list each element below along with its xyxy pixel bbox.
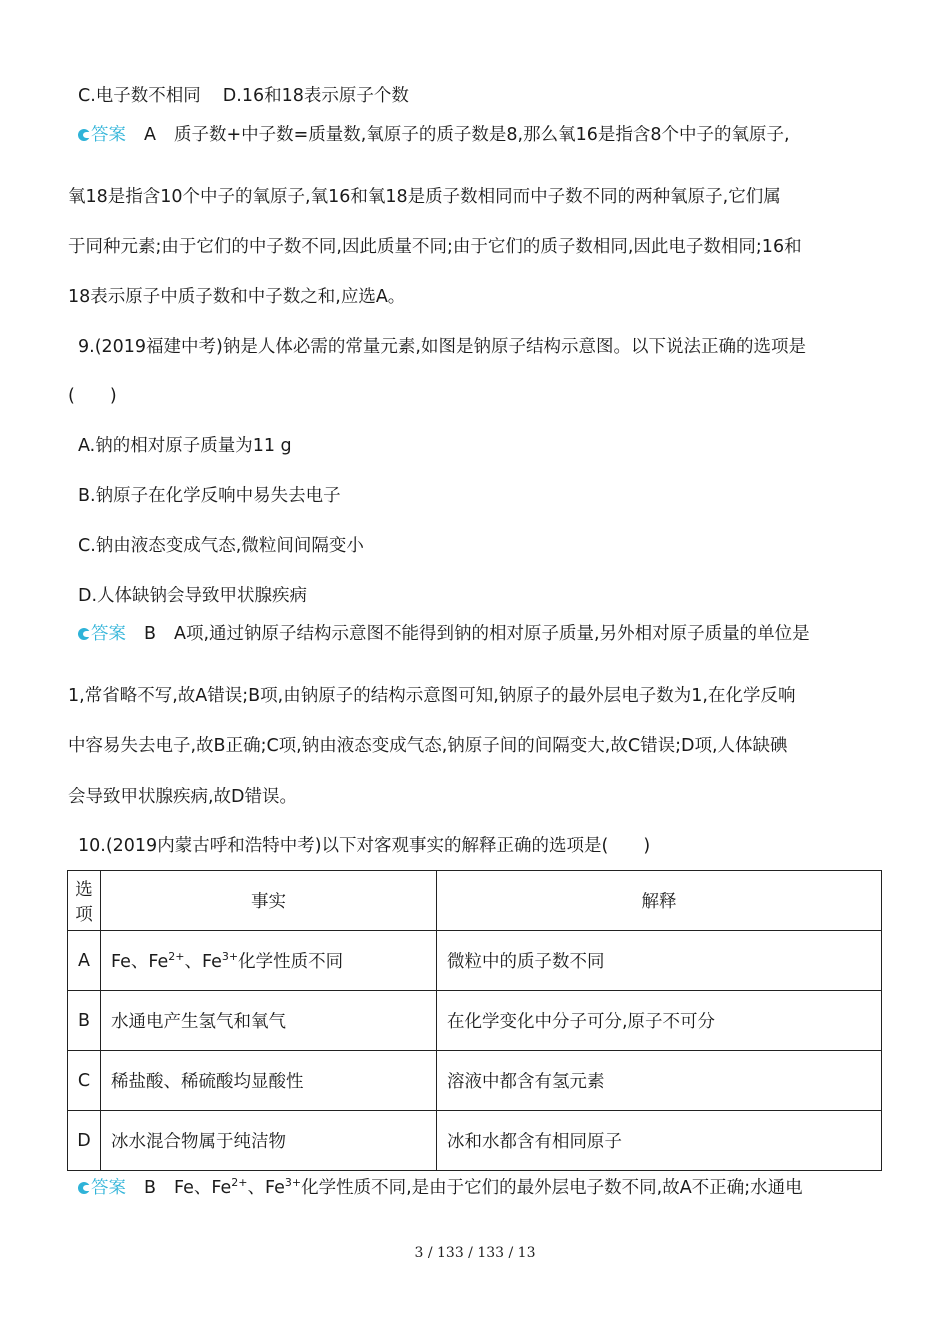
table-row [68, 1051, 882, 1111]
header-explain: 解释 [437, 871, 882, 931]
q10-answer-letter: B [144, 1178, 157, 1198]
row-option: C [68, 1051, 101, 1111]
q10-answer-text: 化学性质不同,是由于它们的最外层电子数不同,故A不正确;水通电 [301, 1178, 803, 1198]
answer-icon [78, 1182, 90, 1194]
q9-answer-line-3: 中容易失去电子,故B正确;C项,钠由液态变成气态,钠原子间的间隔变大,故C错误;D项,人体缺碘 [68, 736, 788, 756]
q8-options-line [78, 84, 409, 108]
q8-option-d: D.16和18表示原子个数 [222, 86, 409, 106]
q9-stem-line-1: 9.(2019福建中考)钠是人体必需的常量元素,如图是钠原子结构示意图。以下说法正确的选项是 [78, 337, 806, 357]
row-fact: 稀盐酸、稀硫酸均显酸性 [101, 1051, 437, 1111]
row-fact: 冰水混合物属于纯洁物 [101, 1111, 437, 1171]
q9-option-b: B.钠原子在化学反响中易失去电子 [78, 486, 341, 506]
q10-answer-text: Fe、Fe [174, 1178, 232, 1198]
answer-icon [78, 628, 90, 640]
q10-answer-text: 、Fe [247, 1178, 285, 1198]
q8-answer-text: 质子数+中子数=质量数,氧原子的质子数是8,那么氧16是指含8个中子的氧原子, [173, 125, 790, 145]
fact-superscript: 3+ [221, 950, 239, 964]
q8-answer-line-1 [78, 123, 790, 147]
table-row [68, 931, 882, 991]
row-option: A [68, 931, 101, 991]
answer-label: 答案 [91, 1178, 126, 1198]
q8-answer-line-4: 18表示原子中质子数和中子数之和,应选A。 [68, 287, 406, 307]
row-explain: 冰和水都含有相同原子 [437, 1111, 882, 1171]
answer-icon [78, 129, 90, 141]
q9-answer-line-2: 1,常省略不写,故A错误;B项,由钠原子的结构示意图可知,钠原子的最外层电子数为1,在化学反响 [68, 686, 796, 706]
table-row [68, 991, 882, 1051]
q9-option-d: D.人体缺钠会导致甲状腺疾病 [78, 586, 308, 606]
q9-option-c: C.钠由液态变成气态,微粒间间隔变小 [78, 536, 364, 556]
q9-answer-letter: B [144, 624, 157, 644]
q9-answer-line-4: 会导致甲状腺疾病,故D错误。 [68, 787, 298, 807]
q8-answer-line-3: 于同种元素;由于它们的中子数不同,因此质量不同;由于它们的质子数相同,因此电子数相同;16和 [68, 237, 802, 257]
row-fact: 水通电产生氢气和氧气 [101, 991, 437, 1051]
header-fact: 事实 [101, 871, 437, 931]
table-row [68, 1111, 882, 1171]
q9-answer-line-1 [78, 622, 810, 646]
row-explain: 微粒中的质子数不同 [437, 931, 882, 991]
q9-stem-line-2: ( ) [68, 386, 117, 406]
fact-superscript: 2+ [168, 950, 185, 964]
fact-text: Fe、Fe [111, 952, 169, 972]
row-option: B [68, 991, 101, 1051]
row-option: D [68, 1111, 101, 1171]
page-footer: 3 / 133 / 133 / 13 [414, 1245, 536, 1261]
q8-answer-line-2: 氧18是指含10个中子的氧原子,氧16和氧18是质子数相同而中子数不同的两种氧原子,它们属 [68, 187, 781, 207]
row-explain: 在化学变化中分子可分,原子不可分 [437, 991, 882, 1051]
q9-option-a: A.钠的相对原子质量为11 g [78, 436, 292, 456]
answer-label: 答案 [91, 624, 126, 644]
q9-answer-text: A项,通过钠原子结构示意图不能得到钠的相对原子质量,另外相对原子质量的单位是 [174, 624, 810, 644]
q10-table [67, 870, 882, 1171]
row-explain: 溶液中都含有氢元素 [437, 1051, 882, 1111]
q10-stem: 10.(2019内蒙古呼和浩特中考)以下对客观事实的解释正确的选项是( ) [78, 836, 651, 856]
answer-label: 答案 [91, 125, 126, 145]
q10-answer-superscript: 3+ [284, 1176, 302, 1190]
row-fact [101, 931, 437, 991]
fact-text: 化学性质不同 [238, 952, 344, 972]
table-header-row [68, 871, 882, 931]
q10-answer-superscript: 2+ [231, 1176, 248, 1190]
fact-text: 、Fe [184, 952, 222, 972]
q8-option-c: C.电子数不相同 [78, 86, 201, 106]
q10-answer-line-1 [78, 1176, 803, 1200]
header-option: 选项 [68, 871, 101, 931]
q8-answer-letter: A [144, 125, 156, 145]
